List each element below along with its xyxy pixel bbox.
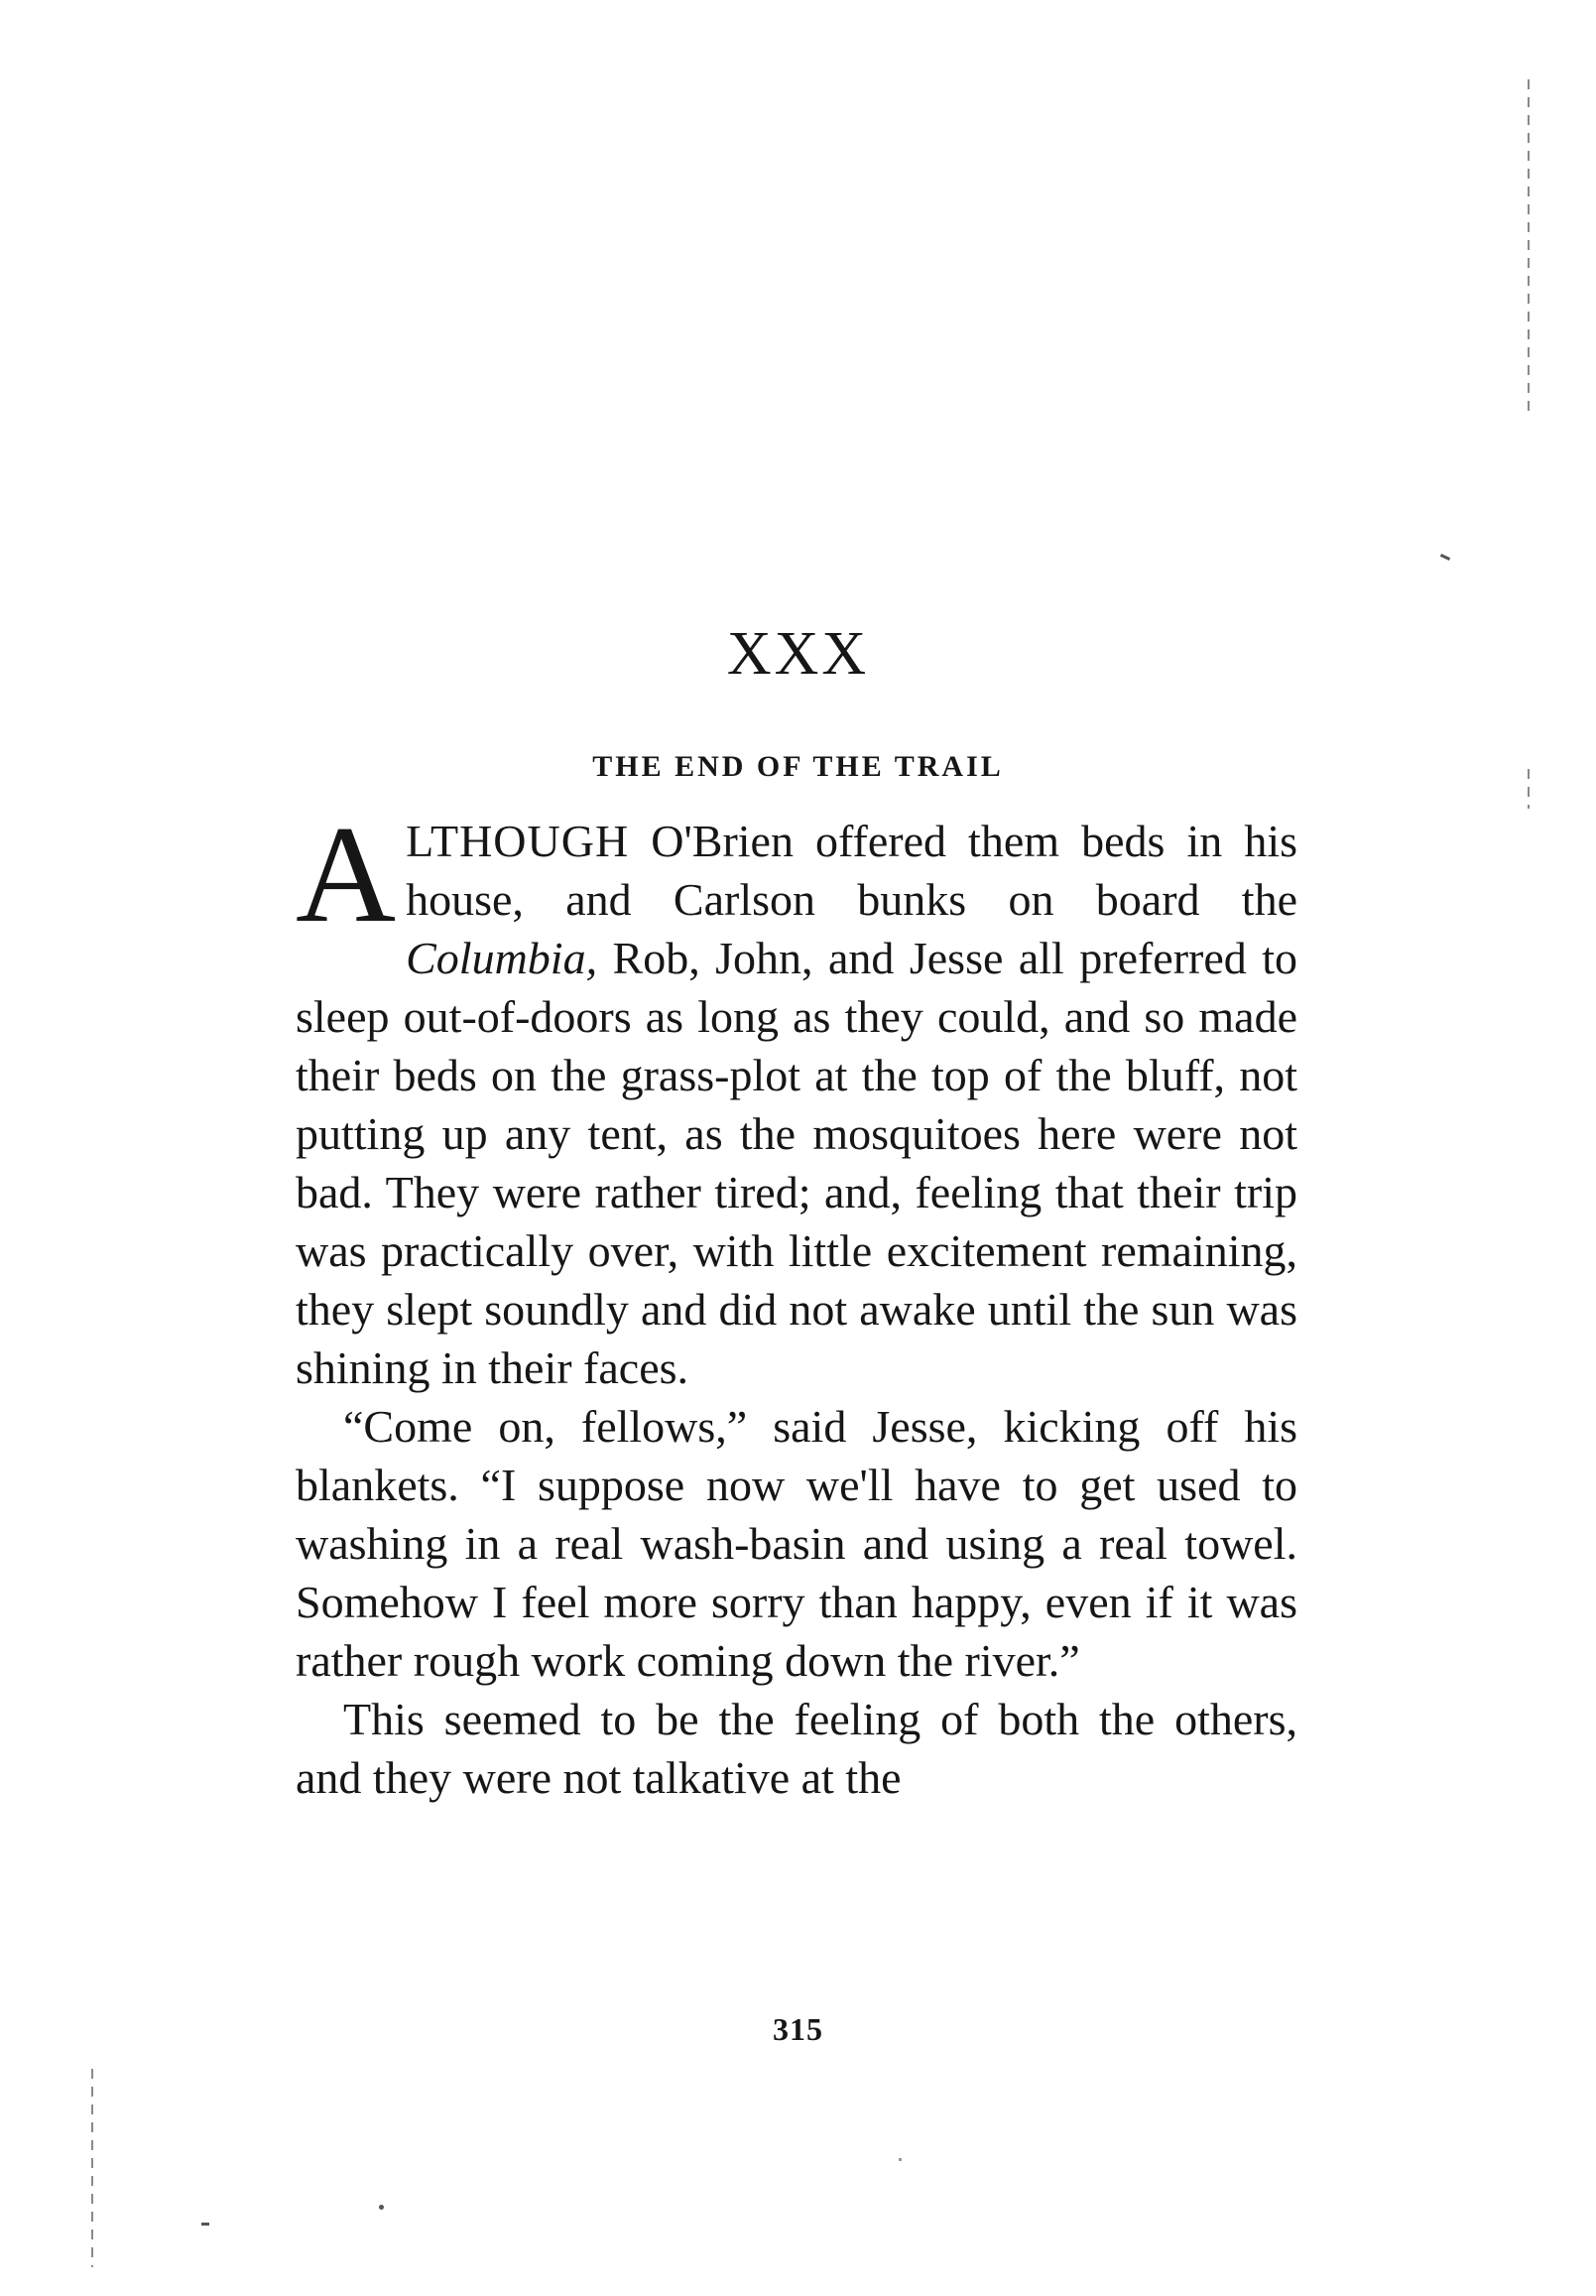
paragraph-3: This seemed to be the feeling of both the others, and they were not talkative at the: [296, 1694, 1297, 1803]
scan-speck: [899, 2158, 902, 2161]
drop-cap: A: [296, 798, 397, 952]
paragraph-1: [296, 798, 1297, 1397]
scan-speck: [201, 2223, 209, 2226]
paragraph-1-text-b: Rob, John, and Jesse all preferred to sleep out-of-doors as long as they could, and so made their beds on the grass-plot at the top of the bluff, not putting up any tent, as the mosquitoes here were not bad. They were rather tired; and, feeling that their trip was practically over, with little excitement remaining, they slept soundly and did not awake until the sun was shining in their faces.: [296, 933, 1297, 1393]
scan-margin-mark-bottom-left: [91, 2069, 93, 2267]
paragraph-2: “Come on, fellows,” said Jesse, kicking off his blankets. “I suppose now we'll have to get used to washing in a real wash-basin and using a real towel. Somehow I feel more sorry than happy, even if it was rather rough work coming down the river.”: [296, 1401, 1297, 1686]
paragraph-1-text-a: O'Brien offered them beds in his house, and Carlson bunks on board the: [406, 816, 1297, 925]
ship-name: Columbia,: [406, 933, 598, 983]
scan-margin-mark-top-right: [1528, 79, 1530, 417]
opening-word: LTHOUGH: [406, 816, 630, 866]
page-number: 315: [773, 2011, 823, 2047]
chapter-number: XXX: [726, 620, 870, 688]
body-text: [296, 798, 1297, 1807]
scan-speck: [1440, 554, 1450, 561]
chapter-title: THE END OF THE TRAIL: [592, 750, 1004, 783]
scan-speck: [379, 2205, 384, 2210]
